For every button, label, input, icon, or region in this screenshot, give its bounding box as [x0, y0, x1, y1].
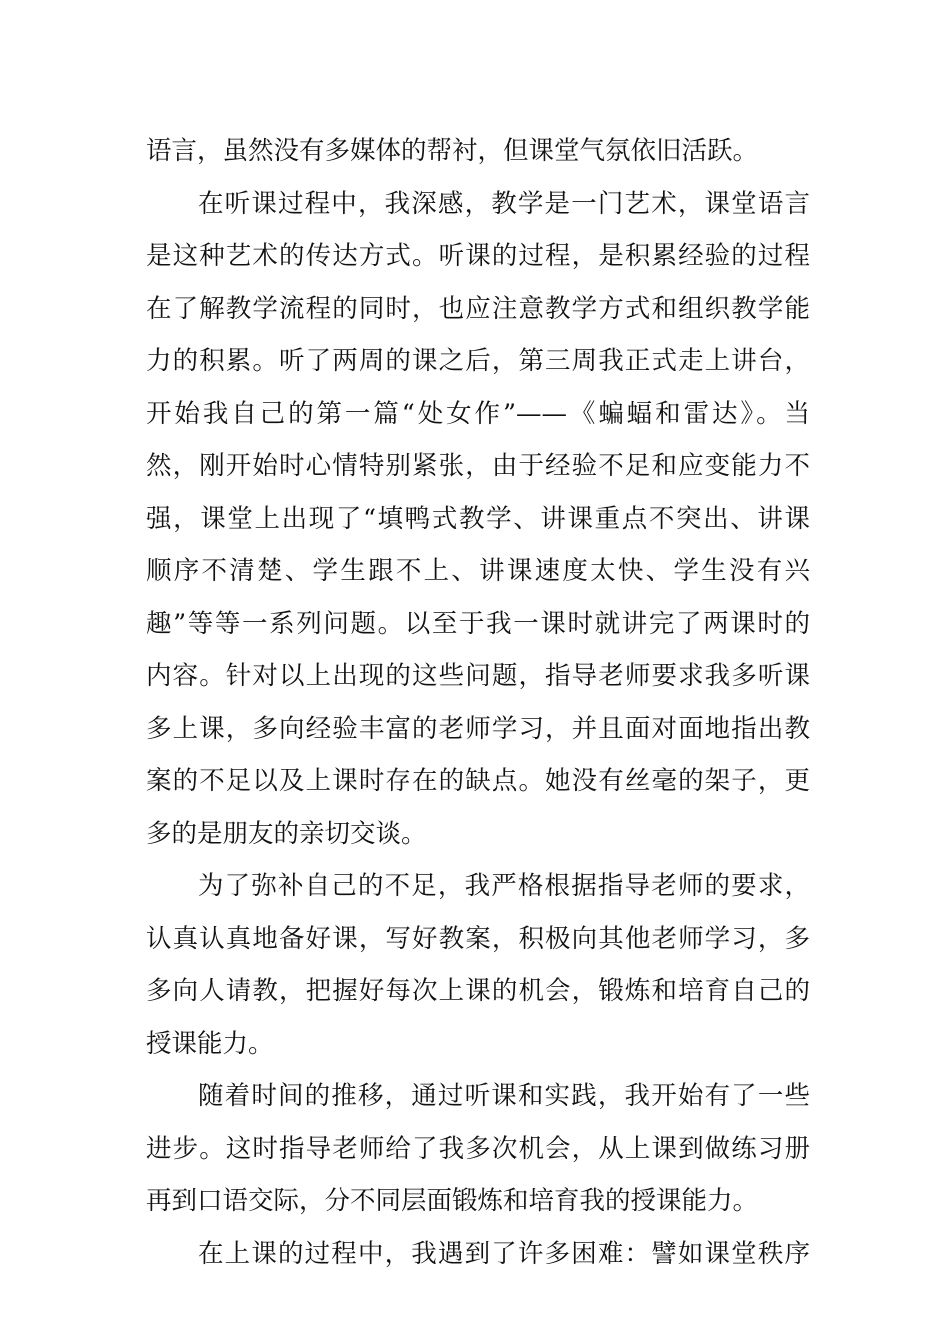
- text-line: 语言，虽然没有多媒体的帮衬，但课堂气氛依旧活跃。: [146, 136, 759, 166]
- text-line: 认真认真地备好课，写好教案，积极向其他老师学习，多: [146, 923, 810, 954]
- text-line: 随着时间的推移，通过听课和实践，我开始有了一些: [198, 1081, 810, 1111]
- text-line: 趣”等等一系列问题。以至于我一课时就讲完了两课时的: [146, 608, 810, 639]
- text-line: 进步。这时指导老师给了我多次机会，从上课到做练习册: [146, 1133, 810, 1164]
- text-line: 再到口语交际，分不同层面锻炼和培育我的授课能力。: [146, 1186, 759, 1216]
- text-line: 多的是朋友的亲切交谈。: [146, 818, 427, 849]
- text-line: 强，课堂上出现了“填鸭式教学、讲课重点不突出、讲课: [146, 503, 810, 534]
- body-text: [146, 125, 810, 1280]
- text-line: 多向人请教，把握好每次上课的机会，锻炼和培育自己的: [146, 976, 810, 1006]
- text-line: 开始我自己的第一篇“处女作”——《蝙蝠和雷达》。当: [146, 398, 810, 429]
- text-line: 然，刚开始时心情特别紧张，由于经验不足和应变能力不: [146, 451, 810, 481]
- text-line: 是这种艺术的传达方式。听课的过程，是积累经验的过程: [146, 241, 810, 271]
- text-line: 授课能力。: [146, 1028, 274, 1059]
- text-line: 在上课的过程中，我遇到了许多困难：譬如课堂秩序: [198, 1238, 810, 1269]
- text-line: 顺序不清楚、学生跟不上、讲课速度太快、学生没有兴: [146, 556, 810, 586]
- text-line: 多上课，多向经验丰富的老师学习，并且面对面地指出教: [146, 713, 810, 744]
- text-line: 内容。针对以上出现的这些问题，指导老师要求我多听课: [146, 661, 810, 691]
- text-line: 在听课过程中，我深感，教学是一门艺术，课堂语言: [198, 188, 810, 219]
- text-line: 在了解教学流程的同时，也应注意教学方式和组织教学能: [146, 293, 810, 324]
- text-line: 力的积累。听了两周的课之后，第三周我正式走上讲台，: [146, 346, 810, 376]
- text-line: 为了弥补自己的不足，我严格根据指导老师的要求，: [198, 871, 810, 901]
- text-line: 案的不足以及上课时存在的缺点。她没有丝毫的架子，更: [146, 766, 810, 796]
